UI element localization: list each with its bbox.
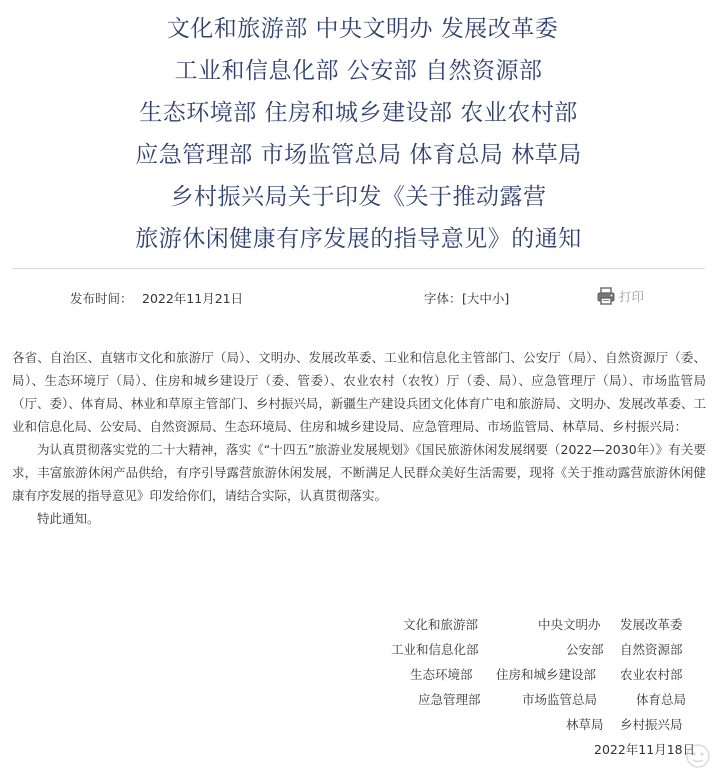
signature-row: [0, 637, 717, 662]
signatory: 中央文明办: [538, 617, 601, 632]
document-title: [0, 8, 717, 260]
print-label: 打印: [619, 289, 645, 304]
signatory: 生态环境部: [410, 667, 473, 682]
signatory: 文化和旅游部: [403, 617, 479, 632]
publish-label: 发布时间：: [70, 291, 133, 306]
signatory: 公安部: [566, 642, 604, 657]
signature-row: [0, 737, 717, 762]
signature-block: [0, 612, 717, 762]
title-line: 旅游休闲健康有序发展的指导意见》的通知: [135, 226, 582, 252]
font-size-label: 字体：: [424, 291, 462, 306]
signature-row: [0, 712, 717, 737]
signatory: 农业农村部: [620, 667, 683, 682]
signatory: 住房和城乡建设部: [496, 667, 597, 682]
main-paragraph: 为认真贯彻落实党的二十大精神，落实《“十四五”旅游业发展规划》《国民旅游休闲发展纲要（2022—2030年）》有关要求，丰富旅游休闲产品供给，有序引导露营旅游休闲发展，不断满足人民群众美好生活需要，现将《关于推动露营旅游休闲健康有序发展的指导意见》印发给你们，请结合实际，认真贯彻落实。: [12, 442, 706, 503]
signature-row: [0, 687, 717, 712]
signatory: 体育总局: [636, 692, 687, 707]
font-size-options[interactable]: [大中小]: [462, 291, 510, 306]
signature-date: 2022年11月18日: [594, 742, 696, 757]
recipients-paragraph: 各省、自治区、直辖市文化和旅游厅（局）、文明办、发展改革委、工业和信息化主管部门、公安厅（局）、自然资源厅（委、局）、生态环境厅（局）、住房和城乡建设厅（委、管委）、农业农村（农牧）厅（委、局）、应急管理厅（局）、市场监管局（厅、委）、体育局、林业和草原主管部门、乡村振兴局，新疆生产建设兵团文化体育广电和旅游局、文明办、发展改革委、工业和信息化局、公安局、自然资源局、生态环境局、住房和城乡建设局、应急管理局、市场监管局、林草局、乡村振兴局：: [12, 350, 706, 434]
printer-icon: [596, 286, 616, 306]
closing-line: 特此通知。: [37, 511, 100, 526]
signatory: 工业和信息化部: [391, 642, 479, 657]
signatory: 乡村振兴局: [620, 717, 683, 732]
title-line: 工业和信息化部 公安部 自然资源部: [174, 58, 543, 84]
publish-date: 2022年11月21日: [142, 291, 244, 306]
title-divider: [12, 268, 705, 269]
title-line: 生态环境部 住房和城乡建设部 农业农村部: [139, 100, 578, 126]
print-button[interactable]: [596, 286, 644, 306]
meta-bar: [0, 289, 717, 309]
title-line: 应急管理部 市场监管总局 体育总局 林草局: [135, 142, 582, 168]
document-body: [12, 346, 706, 530]
title-line: 文化和旅游部 中央文明办 发展改革委: [166, 16, 559, 42]
title-line: 乡村振兴局关于印发《关于推动露营: [170, 184, 547, 210]
watermark-icon: [685, 743, 711, 769]
signature-row: [0, 662, 717, 687]
signatory: 应急管理部: [418, 692, 481, 707]
signatory: 市场监管总局: [522, 692, 598, 707]
signatory: 发展改革委: [620, 617, 683, 632]
signatory: 自然资源部: [620, 642, 683, 657]
signatory: 林草局: [566, 717, 604, 732]
signature-row: [0, 612, 717, 637]
